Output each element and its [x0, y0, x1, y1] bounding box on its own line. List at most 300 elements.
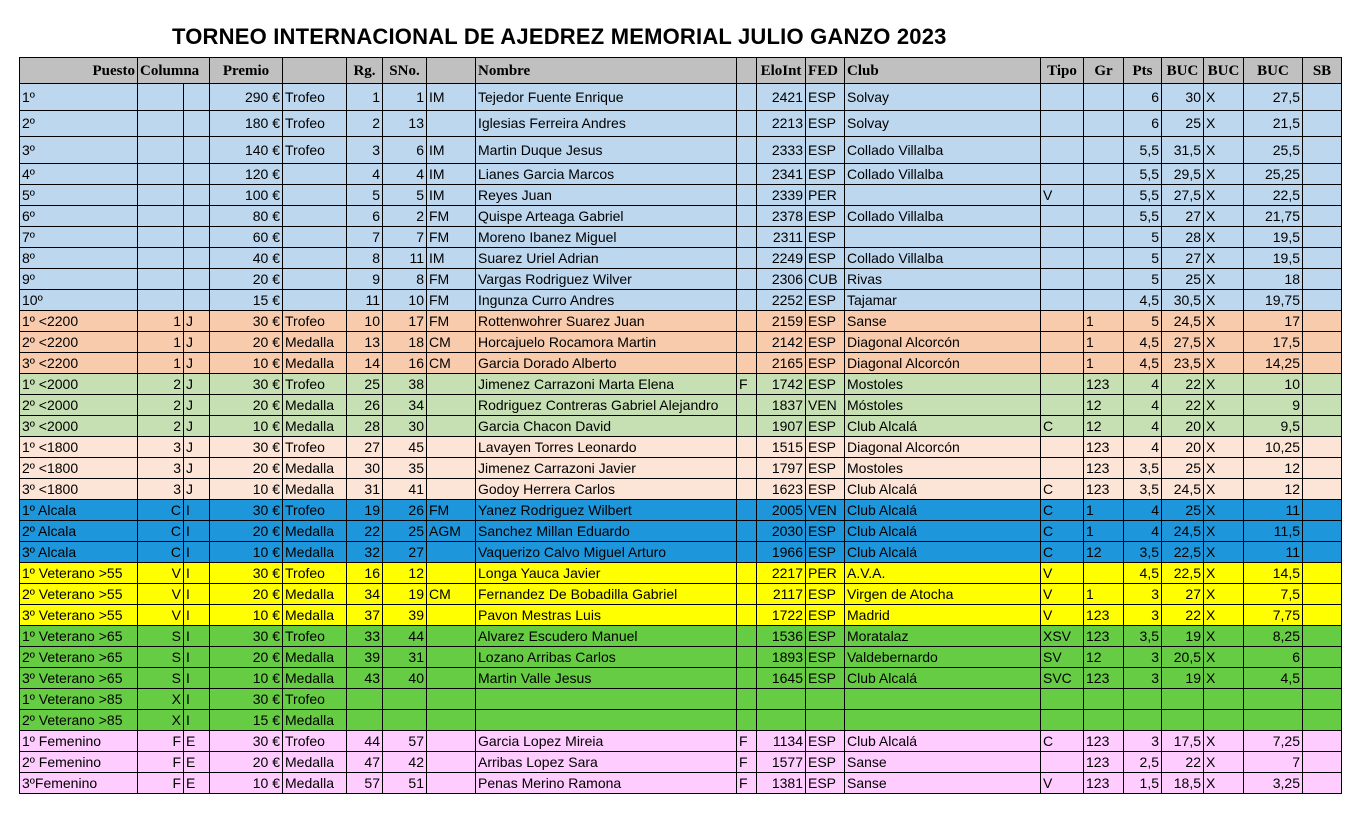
cell-sno: 39	[383, 604, 427, 625]
table-row	[20, 226, 1342, 247]
cell-columna-letra: J	[184, 373, 210, 394]
cell-puesto: 2º Femenino	[20, 751, 138, 772]
cell-club: Tajamar	[845, 289, 1041, 310]
cell-tipo: C	[1041, 541, 1084, 562]
cell-eloint: 2142	[757, 331, 806, 352]
cell-club: Diagonal Alcorcón	[845, 352, 1041, 373]
cell-rg: 34	[347, 583, 383, 604]
cell-buc-2	[1244, 709, 1303, 730]
cell-buc-x: X	[1204, 583, 1244, 604]
cell-buc: 24,5	[1162, 520, 1204, 541]
cell-rg: 57	[347, 772, 383, 793]
cell-trofeo: Medalla	[283, 541, 347, 562]
cell-rg: 3	[347, 137, 383, 164]
cell-buc: 25	[1162, 110, 1204, 137]
header-pts: Pts	[1124, 58, 1162, 84]
cell-tipo	[1041, 110, 1084, 137]
cell-pts	[1124, 709, 1162, 730]
cell-fed: ESP	[806, 541, 845, 562]
cell-pts: 4	[1124, 415, 1162, 436]
cell-columna-letra: J	[184, 352, 210, 373]
cell-puesto: 3º <2200	[20, 352, 138, 373]
cell-buc: 30	[1162, 84, 1204, 111]
cell-pts: 5,5	[1124, 163, 1162, 184]
cell-fed: ESP	[806, 110, 845, 137]
cell-columna-letra: I	[184, 583, 210, 604]
cell-pts: 3,5	[1124, 478, 1162, 499]
cell-rg: 13	[347, 331, 383, 352]
header-puesto: Puesto	[20, 58, 138, 84]
cell-sno: 5	[383, 184, 427, 205]
header-sexo	[737, 58, 757, 84]
cell-eloint: 2341	[757, 163, 806, 184]
cell-fed: ESP	[806, 667, 845, 688]
cell-titulo: FM	[427, 499, 476, 520]
cell-sb	[1303, 583, 1342, 604]
cell-sexo	[737, 688, 757, 709]
prize-table	[19, 57, 1342, 794]
cell-rg: 22	[347, 520, 383, 541]
cell-buc-2: 17,5	[1244, 331, 1303, 352]
cell-columna: 3	[138, 478, 184, 499]
cell-pts: 4,5	[1124, 331, 1162, 352]
cell-tipo	[1041, 436, 1084, 457]
cell-columna: C	[138, 520, 184, 541]
cell-club: Sanse	[845, 310, 1041, 331]
cell-sno: 45	[383, 436, 427, 457]
cell-buc-x: X	[1204, 289, 1244, 310]
cell-titulo: FM	[427, 289, 476, 310]
cell-rg: 30	[347, 457, 383, 478]
cell-columna-letra: I	[184, 541, 210, 562]
cell-sb	[1303, 110, 1342, 137]
cell-pts: 5	[1124, 247, 1162, 268]
cell-gr	[1084, 205, 1124, 226]
header-titulo	[427, 58, 476, 84]
cell-nombre: Rodriguez Contreras Gabriel Alejandro	[476, 394, 737, 415]
cell-club: Virgen de Atocha	[845, 583, 1041, 604]
header-sno: SNo.	[383, 58, 427, 84]
cell-sexo	[737, 310, 757, 331]
cell-sno	[383, 709, 427, 730]
cell-tipo: V	[1041, 583, 1084, 604]
cell-gr: 1	[1084, 331, 1124, 352]
cell-titulo	[427, 562, 476, 583]
cell-sb	[1303, 310, 1342, 331]
cell-trofeo	[283, 163, 347, 184]
cell-columna: 2	[138, 394, 184, 415]
cell-gr: 1	[1084, 499, 1124, 520]
cell-eloint: 2217	[757, 562, 806, 583]
cell-premio: 10 €	[210, 478, 283, 499]
cell-sno: 12	[383, 562, 427, 583]
cell-sexo	[737, 205, 757, 226]
cell-buc	[1162, 709, 1204, 730]
cell-trofeo	[283, 268, 347, 289]
cell-fed: ESP	[806, 751, 845, 772]
cell-club: Club Alcalá	[845, 520, 1041, 541]
cell-fed: ESP	[806, 352, 845, 373]
cell-tipo	[1041, 457, 1084, 478]
cell-fed: ESP	[806, 457, 845, 478]
cell-tipo	[1041, 137, 1084, 164]
cell-sexo	[737, 184, 757, 205]
cell-fed	[806, 688, 845, 709]
cell-buc-x: X	[1204, 163, 1244, 184]
cell-fed: ESP	[806, 205, 845, 226]
header-fed: FED	[806, 58, 845, 84]
cell-puesto: 4º	[20, 163, 138, 184]
cell-pts: 5,5	[1124, 137, 1162, 164]
cell-puesto: 3º Veterano >65	[20, 667, 138, 688]
cell-nombre	[476, 688, 737, 709]
table-row	[20, 373, 1342, 394]
cell-eloint: 1722	[757, 604, 806, 625]
cell-columna: V	[138, 583, 184, 604]
cell-buc-2: 21,5	[1244, 110, 1303, 137]
cell-pts: 3,5	[1124, 457, 1162, 478]
cell-tipo: C	[1041, 499, 1084, 520]
cell-buc-2: 10	[1244, 373, 1303, 394]
cell-sexo: F	[737, 730, 757, 751]
cell-premio: 290 €	[210, 84, 283, 111]
cell-eloint: 2249	[757, 247, 806, 268]
cell-buc-2: 25,25	[1244, 163, 1303, 184]
cell-fed: ESP	[806, 247, 845, 268]
cell-eloint: 1536	[757, 625, 806, 646]
cell-sb	[1303, 751, 1342, 772]
cell-rg: 2	[347, 110, 383, 137]
cell-sexo	[737, 604, 757, 625]
cell-sexo	[737, 709, 757, 730]
cell-sb	[1303, 331, 1342, 352]
cell-nombre: Tejedor Fuente Enrique	[476, 84, 737, 111]
cell-pts: 3	[1124, 583, 1162, 604]
cell-puesto: 1º Veterano >55	[20, 562, 138, 583]
cell-buc-2: 11	[1244, 541, 1303, 562]
cell-pts: 4	[1124, 520, 1162, 541]
cell-premio: 30 €	[210, 730, 283, 751]
cell-sno: 11	[383, 247, 427, 268]
cell-tipo: V	[1041, 184, 1084, 205]
cell-eloint: 1577	[757, 751, 806, 772]
cell-sexo	[737, 415, 757, 436]
cell-puesto: 3º	[20, 137, 138, 164]
cell-sno: 2	[383, 205, 427, 226]
cell-trofeo: Trofeo	[283, 137, 347, 164]
cell-titulo	[427, 667, 476, 688]
header-buc-1: BUC	[1162, 58, 1204, 84]
table-row	[20, 331, 1342, 352]
cell-buc: 23,5	[1162, 352, 1204, 373]
cell-buc-2: 14,25	[1244, 352, 1303, 373]
cell-sb	[1303, 137, 1342, 164]
cell-columna	[138, 289, 184, 310]
cell-columna	[138, 226, 184, 247]
cell-rg: 4	[347, 163, 383, 184]
cell-buc: 20	[1162, 436, 1204, 457]
cell-buc-2: 11	[1244, 499, 1303, 520]
cell-sb	[1303, 478, 1342, 499]
cell-buc-2: 10,25	[1244, 436, 1303, 457]
cell-columna: 2	[138, 415, 184, 436]
table-row	[20, 499, 1342, 520]
cell-tipo: XSV	[1041, 625, 1084, 646]
cell-columna-letra: J	[184, 331, 210, 352]
cell-columna: C	[138, 541, 184, 562]
cell-eloint: 2252	[757, 289, 806, 310]
cell-trofeo: Medalla	[283, 646, 347, 667]
cell-eloint: 1907	[757, 415, 806, 436]
cell-tipo	[1041, 247, 1084, 268]
cell-sb	[1303, 268, 1342, 289]
cell-buc: 31,5	[1162, 137, 1204, 164]
cell-tipo: SV	[1041, 646, 1084, 667]
cell-premio: 30 €	[210, 499, 283, 520]
cell-buc: 29,5	[1162, 163, 1204, 184]
cell-titulo: CM	[427, 331, 476, 352]
cell-nombre: Lozano Arribas Carlos	[476, 646, 737, 667]
cell-buc: 22,5	[1162, 541, 1204, 562]
cell-rg: 32	[347, 541, 383, 562]
cell-titulo	[427, 457, 476, 478]
cell-columna-letra: J	[184, 478, 210, 499]
cell-nombre: Longa Yauca Javier	[476, 562, 737, 583]
table-row	[20, 310, 1342, 331]
cell-titulo: FM	[427, 310, 476, 331]
cell-rg: 11	[347, 289, 383, 310]
cell-sb	[1303, 289, 1342, 310]
cell-sexo	[737, 541, 757, 562]
cell-sb	[1303, 415, 1342, 436]
table-row	[20, 352, 1342, 373]
cell-columna: 3	[138, 436, 184, 457]
cell-buc-2: 14,5	[1244, 562, 1303, 583]
cell-trofeo	[283, 289, 347, 310]
cell-fed: VEN	[806, 499, 845, 520]
cell-buc-2: 11,5	[1244, 520, 1303, 541]
cell-fed: ESP	[806, 163, 845, 184]
cell-eloint: 2213	[757, 110, 806, 137]
cell-nombre: Martin Duque Jesus	[476, 137, 737, 164]
cell-premio: 20 €	[210, 394, 283, 415]
table-row	[20, 457, 1342, 478]
cell-eloint	[757, 709, 806, 730]
cell-sno: 1	[383, 84, 427, 111]
cell-rg	[347, 709, 383, 730]
cell-tipo	[1041, 289, 1084, 310]
cell-rg: 6	[347, 205, 383, 226]
cell-sno: 30	[383, 415, 427, 436]
cell-rg: 16	[347, 562, 383, 583]
cell-premio: 10 €	[210, 352, 283, 373]
cell-club: Rivas	[845, 268, 1041, 289]
cell-premio: 20 €	[210, 457, 283, 478]
cell-gr: 123	[1084, 604, 1124, 625]
cell-trofeo: Medalla	[283, 520, 347, 541]
cell-pts: 4,5	[1124, 289, 1162, 310]
cell-puesto: 2º <2200	[20, 331, 138, 352]
cell-fed: ESP	[806, 373, 845, 394]
cell-sb	[1303, 499, 1342, 520]
table-row	[20, 247, 1342, 268]
cell-pts: 5,5	[1124, 184, 1162, 205]
cell-columna-letra	[184, 289, 210, 310]
cell-buc-2: 22,5	[1244, 184, 1303, 205]
cell-columna	[138, 110, 184, 137]
cell-trofeo: Trofeo	[283, 625, 347, 646]
cell-trofeo: Trofeo	[283, 84, 347, 111]
cell-gr: 123	[1084, 436, 1124, 457]
cell-gr: 12	[1084, 415, 1124, 436]
cell-sb	[1303, 457, 1342, 478]
cell-sno: 26	[383, 499, 427, 520]
cell-sno: 25	[383, 520, 427, 541]
header-row	[20, 58, 1342, 84]
cell-trofeo: Trofeo	[283, 436, 347, 457]
cell-premio: 20 €	[210, 331, 283, 352]
cell-columna: F	[138, 772, 184, 793]
cell-buc: 22	[1162, 751, 1204, 772]
cell-buc-x: X	[1204, 352, 1244, 373]
table-row	[20, 478, 1342, 499]
header-tipo: Tipo	[1041, 58, 1084, 84]
cell-columna-letra: J	[184, 457, 210, 478]
cell-eloint: 2165	[757, 352, 806, 373]
cell-premio: 30 €	[210, 436, 283, 457]
cell-columna: S	[138, 667, 184, 688]
cell-rg: 39	[347, 646, 383, 667]
cell-puesto: 1º	[20, 84, 138, 111]
cell-fed: ESP	[806, 604, 845, 625]
cell-gr: 12	[1084, 541, 1124, 562]
table-row	[20, 583, 1342, 604]
cell-tipo	[1041, 394, 1084, 415]
cell-sexo: F	[737, 751, 757, 772]
cell-club: Club Alcalá	[845, 541, 1041, 562]
cell-columna-letra	[184, 205, 210, 226]
cell-tipo	[1041, 373, 1084, 394]
cell-pts: 3,5	[1124, 541, 1162, 562]
cell-premio: 140 €	[210, 137, 283, 164]
cell-puesto: 6º	[20, 205, 138, 226]
cell-fed: ESP	[806, 730, 845, 751]
cell-buc: 27	[1162, 247, 1204, 268]
cell-premio: 180 €	[210, 110, 283, 137]
cell-buc-x: X	[1204, 520, 1244, 541]
cell-buc-x: X	[1204, 604, 1244, 625]
cell-pts	[1124, 688, 1162, 709]
cell-trofeo: Medalla	[283, 667, 347, 688]
cell-gr: 123	[1084, 772, 1124, 793]
cell-premio: 30 €	[210, 562, 283, 583]
cell-trofeo	[283, 184, 347, 205]
cell-rg: 1	[347, 84, 383, 111]
cell-club: Club Alcalá	[845, 415, 1041, 436]
cell-buc-x: X	[1204, 247, 1244, 268]
cell-sno: 42	[383, 751, 427, 772]
cell-buc-x: X	[1204, 730, 1244, 751]
cell-premio: 15 €	[210, 289, 283, 310]
cell-nombre: Rottenwohrer Suarez Juan	[476, 310, 737, 331]
cell-rg: 7	[347, 226, 383, 247]
cell-rg: 43	[347, 667, 383, 688]
cell-fed: ESP	[806, 772, 845, 793]
cell-buc-x: X	[1204, 84, 1244, 111]
cell-eloint: 1837	[757, 394, 806, 415]
cell-tipo	[1041, 268, 1084, 289]
cell-columna-letra: J	[184, 436, 210, 457]
cell-puesto: 9º	[20, 268, 138, 289]
cell-fed: ESP	[806, 625, 845, 646]
cell-club: Collado Villalba	[845, 163, 1041, 184]
cell-buc-x: X	[1204, 394, 1244, 415]
cell-sno: 8	[383, 268, 427, 289]
cell-nombre: Reyes Juan	[476, 184, 737, 205]
cell-nombre: Vargas Rodriguez Wilver	[476, 268, 737, 289]
cell-titulo	[427, 772, 476, 793]
cell-sno: 51	[383, 772, 427, 793]
cell-columna	[138, 163, 184, 184]
cell-eloint: 1623	[757, 478, 806, 499]
header-nombre: Nombre	[476, 58, 737, 84]
header-buc-3: BUC	[1244, 58, 1303, 84]
cell-club: Solvay	[845, 110, 1041, 137]
header-gr: Gr	[1084, 58, 1124, 84]
cell-columna	[138, 247, 184, 268]
cell-tipo	[1041, 310, 1084, 331]
cell-pts: 4	[1124, 394, 1162, 415]
cell-nombre: Lianes Garcia Marcos	[476, 163, 737, 184]
cell-fed: ESP	[806, 436, 845, 457]
cell-eloint: 2333	[757, 137, 806, 164]
cell-nombre: Garcia Dorado Alberto	[476, 352, 737, 373]
table-row	[20, 163, 1342, 184]
cell-titulo: CM	[427, 352, 476, 373]
cell-columna	[138, 84, 184, 111]
cell-gr	[1084, 268, 1124, 289]
cell-buc-x: X	[1204, 415, 1244, 436]
cell-columna: 1	[138, 352, 184, 373]
cell-buc-2: 9,5	[1244, 415, 1303, 436]
table-row	[20, 667, 1342, 688]
table-row	[20, 436, 1342, 457]
cell-puesto: 8º	[20, 247, 138, 268]
cell-puesto: 2º Veterano >85	[20, 709, 138, 730]
cell-titulo	[427, 394, 476, 415]
cell-eloint: 2421	[757, 84, 806, 111]
cell-nombre: Lavayen Torres Leonardo	[476, 436, 737, 457]
cell-sno: 7	[383, 226, 427, 247]
cell-rg	[347, 688, 383, 709]
cell-sexo	[737, 499, 757, 520]
cell-titulo: IM	[427, 184, 476, 205]
cell-pts: 1,5	[1124, 772, 1162, 793]
cell-puesto: 1º Veterano >85	[20, 688, 138, 709]
cell-premio: 10 €	[210, 415, 283, 436]
cell-titulo	[427, 541, 476, 562]
cell-premio: 120 €	[210, 163, 283, 184]
cell-nombre: Arribas Lopez Sara	[476, 751, 737, 772]
cell-sno: 38	[383, 373, 427, 394]
cell-buc-x: X	[1204, 137, 1244, 164]
cell-puesto: 1º Alcala	[20, 499, 138, 520]
cell-gr: 1	[1084, 310, 1124, 331]
cell-buc: 20,5	[1162, 646, 1204, 667]
cell-gr	[1084, 709, 1124, 730]
cell-buc-2: 18	[1244, 268, 1303, 289]
cell-sexo	[737, 667, 757, 688]
